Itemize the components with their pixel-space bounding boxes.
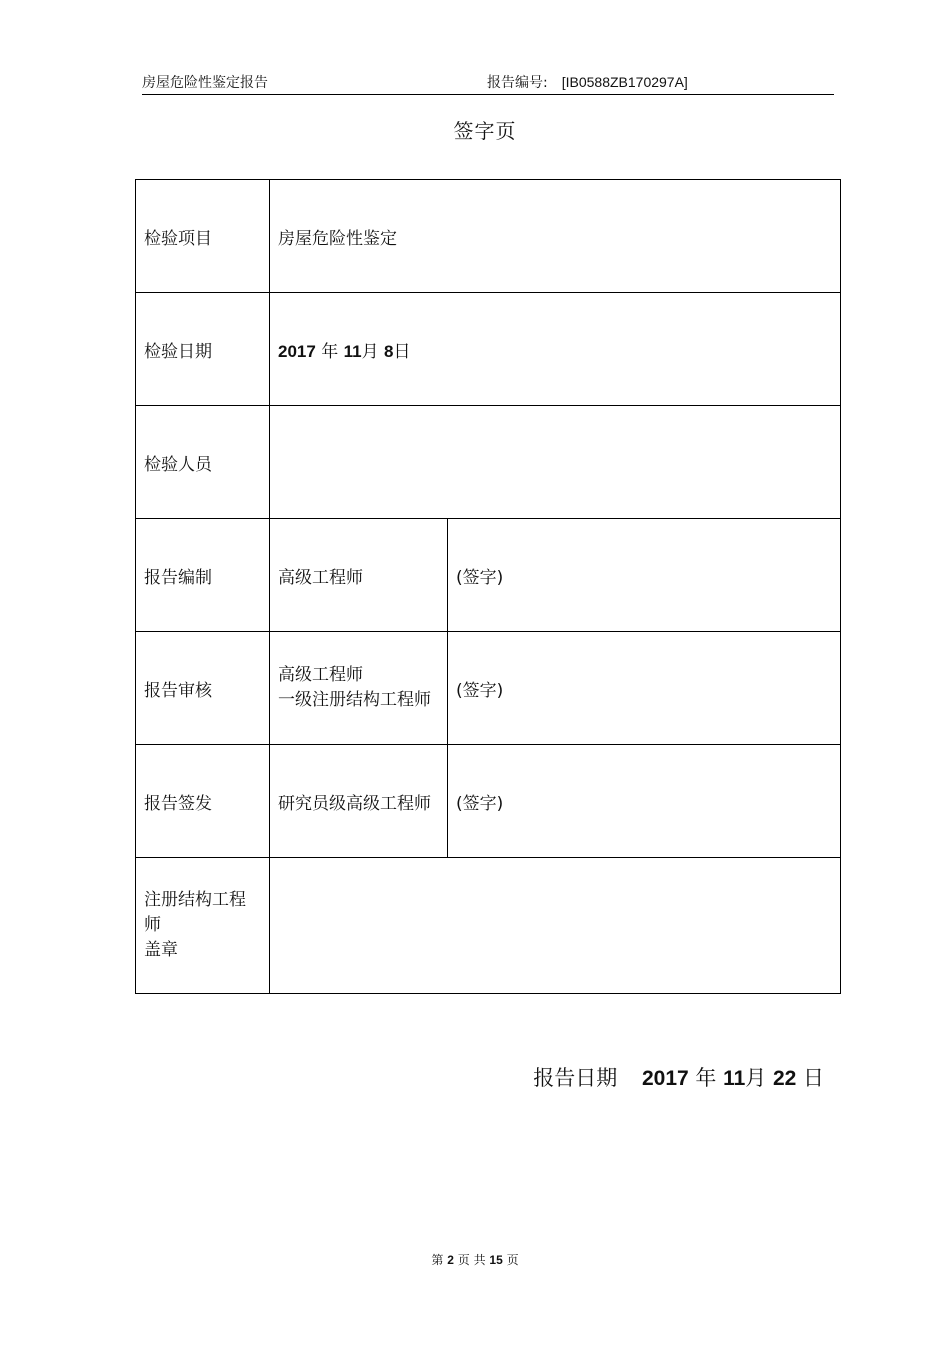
page-title: 签字页 [453,119,517,143]
table-row-compile [136,519,841,632]
report-number-value: [IB0588ZB170297A] [561,74,688,90]
table-row-stamp [136,858,841,994]
page-footer: 第 2 页 共 15 页 [431,1253,519,1267]
review-title: 高级工程师 一级注册结构工程师 [270,632,448,745]
page-number: 2 [447,1253,454,1267]
compile-signature: (签字) [448,519,841,632]
report-date: 报告日期 2017 年 11月 22 日 [533,1066,824,1090]
compile-label: 报告编制 [136,519,270,632]
signature-table [135,179,841,994]
page-header [142,70,834,95]
review-signature: (签字) [448,632,841,745]
table-row-date [136,293,841,406]
inspector-label: 检验人员 [136,406,270,519]
stamp-area [270,858,841,994]
issue-label: 报告签发 [136,745,270,858]
inspector-signature-area [270,406,841,519]
header-report-title: 房屋危险性鉴定报告 [142,75,268,91]
table-row-issue [136,745,841,858]
compile-title: 高级工程师 [270,519,448,632]
table-row-inspector [136,406,841,519]
item-value: 房屋危险性鉴定 [270,180,841,293]
date-value: 2017 年 11月 8日 [270,293,841,406]
issue-title: 研究员级高级工程师 [270,745,448,858]
date-label: 检验日期 [136,293,270,406]
table-row-item [136,180,841,293]
report-date-label: 报告日期 [533,1066,618,1090]
table-row-review [136,632,841,745]
stamp-label: 注册结构工程师 盖章 [136,858,270,994]
issue-signature: (签字) [448,745,841,858]
item-label: 检验项目 [136,180,270,293]
report-number-label: 报告编号: [487,75,548,91]
page-total: 15 [489,1253,503,1267]
review-label: 报告审核 [136,632,270,745]
header-report-number [487,72,688,92]
